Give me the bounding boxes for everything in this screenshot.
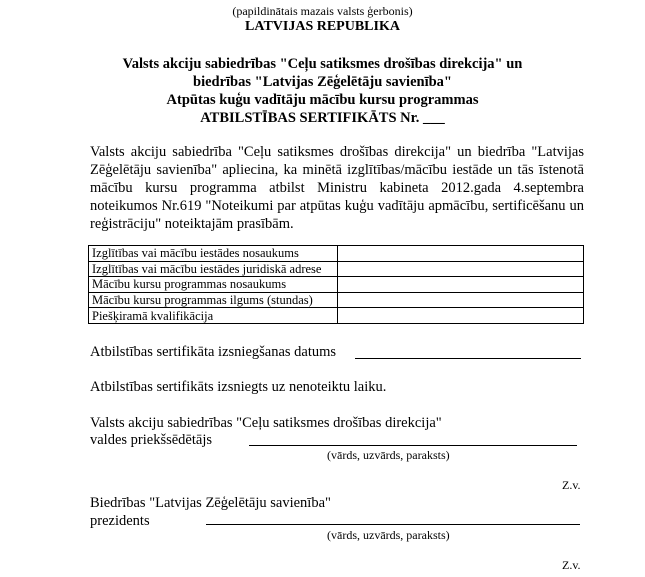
- row-label-institution-name: Izglītības vai mācību iestādes nosaukums: [89, 246, 338, 262]
- certification-statement-end: noteiktajām prasībām.: [164, 216, 294, 232]
- table-row: [89, 261, 584, 277]
- title-line-1: Valsts akciju sabiedrības "Ceļu satiksmes drošības direkcija" un: [122, 56, 523, 72]
- csdd-organization-label: Valsts akciju sabiedrības "Ceļu satiksmes drošības direkcija": [90, 415, 442, 431]
- csdd-signature-caption: (vārds, uzvārds, paraksts): [327, 448, 450, 462]
- csdd-stamp-place: Z.v.: [562, 478, 581, 492]
- value-cell-institution-address[interactable]: [338, 261, 584, 277]
- title-line-2: biedrības "Latvijas Zēģelētāju savienība": [193, 74, 452, 90]
- csdd-role-label: valdes priekšsēdētājs: [90, 432, 213, 448]
- table-row: [89, 277, 584, 293]
- lzs-role-label: prezidents: [90, 513, 150, 529]
- institution-info-table: [88, 245, 584, 324]
- certificate-number-heading: ATBILSTĪBAS SERTIFIKĀTS Nr. ___: [200, 110, 445, 126]
- certification-statement: [90, 143, 584, 233]
- row-label-qualification: Piešķiramā kvalifikācija: [89, 308, 338, 324]
- validity-statement: Atbilstības sertifikāts izsniegts uz nenoteiktu laiku.: [90, 379, 387, 395]
- value-cell-institution-name[interactable]: [338, 246, 584, 262]
- issue-date-label: Atbilstības sertifikāta izsniegšanas datums: [90, 344, 337, 360]
- country-heading: LATVIJAS REPUBLIKA: [245, 19, 400, 34]
- lzs-organization-label: Biedrības "Latvijas Zēģelētāju savienība": [90, 495, 331, 511]
- row-label-institution-address: Izglītības vai mācību iestādes juridiskā adrese: [89, 261, 338, 277]
- value-cell-qualification[interactable]: [338, 308, 584, 324]
- row-label-program-name: Mācību kursu programmas nosaukums: [89, 277, 338, 293]
- value-cell-program-name[interactable]: [338, 277, 584, 293]
- table-row: [89, 308, 584, 324]
- lzs-signature-line[interactable]: [206, 524, 580, 525]
- table-row: [89, 292, 584, 308]
- coat-of-arms-note: (papildinātais mazais valsts ģerbonis): [232, 4, 413, 18]
- certification-statement-text: Valsts akciju sabiedrība "Ceļu satiksmes drošības direkcija" un biedrība "Latvijas Zēģelētāju savienība" apliecina, ka minētā izglītības/mācību iestāde un tās īstenotā mācību kursu programma atbilst Ministru kabineta 2012.gada 4.septembra noteikumos Nr.619 "Noteikumi par atpūtas kuģu vadītāju apmācību, sertificēšanu un reģistrāciju": [90, 144, 584, 232]
- row-label-program-duration: Mācību kursu programmas ilgums (stundas): [89, 292, 338, 308]
- csdd-signature-line[interactable]: [249, 445, 577, 446]
- value-cell-program-duration[interactable]: [338, 292, 584, 308]
- table-row: [89, 246, 584, 262]
- lzs-signature-caption: (vārds, uzvārds, paraksts): [327, 528, 450, 542]
- lzs-stamp-place: Z.v.: [562, 558, 581, 572]
- issue-date-line[interactable]: [355, 358, 581, 359]
- title-line-3: Atpūtas kuģu vadītāju mācību kursu programmas: [166, 92, 479, 108]
